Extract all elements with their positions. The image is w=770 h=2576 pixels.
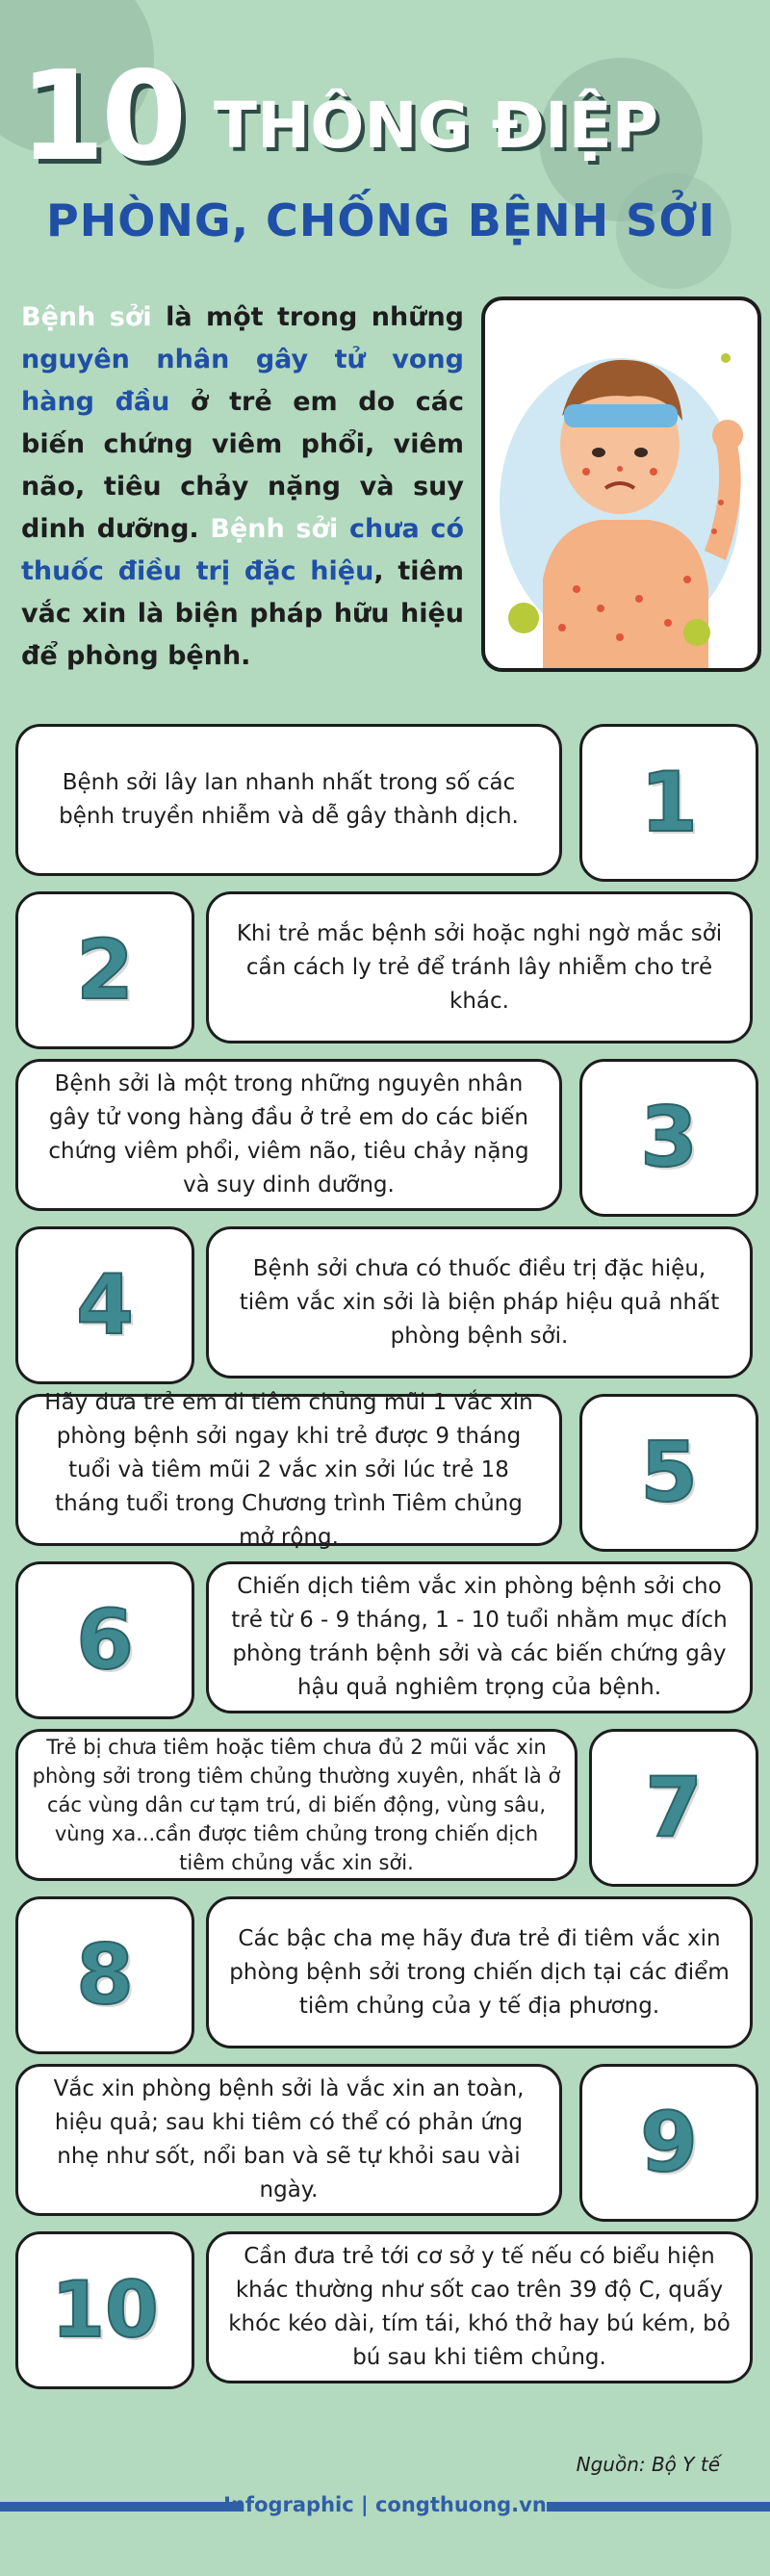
number-box-3 bbox=[579, 1059, 758, 1217]
footer-brand: Infographic | congthuong.vn bbox=[223, 2493, 547, 2516]
intro-highlight: chưa có thuốc điều trị đặc hiệu bbox=[21, 514, 464, 586]
source-credit: Nguồn: Bộ Y tế bbox=[576, 2453, 720, 2476]
message-box-5 bbox=[15, 1389, 562, 1550]
message-text: Bệnh sởi chưa có thuốc điều trị đặc hiệu, tiêm vắc xin sởi là biện pháp hiệu quả nhất phòng bệnh sởi. bbox=[239, 1255, 720, 1349]
message-text: Khi trẻ mắc bệnh sởi hoặc nghi ngờ mắc sởi cần cách ly trẻ để tránh lây nhiễm cho trẻ khác. bbox=[236, 920, 723, 1014]
number-box-6 bbox=[15, 1561, 194, 1719]
message-number: 9 bbox=[640, 2095, 698, 2191]
message-number: 8 bbox=[76, 1927, 134, 2023]
message-text: Trẻ bị chưa tiêm hoặc tiêm chưa đủ 2 mũi vắc xin phòng sởi trong tiêm chủng thường xuyên, nhất là ở các vùng dân cư tạm trú, di biến động, vùng sâu, vùng xa...cần được tiêm chủng trong chiến dịch tiêm chủng vắc xin sởi. bbox=[32, 1736, 561, 1874]
message-text: Hãy đưa trẻ em đi tiêm chủng mũi 1 vắc xin phòng bệnh sởi ngay khi trẻ được 9 tháng tuổi và tiêm mũi 2 vắc xin sởi lúc trẻ 18 tháng tuổi trong Chương trình Tiêm chủng mở rộng. bbox=[44, 1389, 533, 1550]
page-subtitle: PHÒNG, CHỐNG BỆNH SỞI bbox=[46, 194, 716, 246]
message-box-2 bbox=[206, 891, 753, 1043]
message-number: 6 bbox=[76, 1592, 134, 1688]
message-text: Bệnh sởi là một trong những nguyên nhân gây tử vong hàng đầu ở trẻ em do các biến chứng viêm phổi, viêm não, tiêu chảy nặng và suy dinh dưỡng. bbox=[48, 1071, 529, 1198]
number-box-10 bbox=[15, 2231, 194, 2389]
message-number: 5 bbox=[640, 1425, 698, 1521]
intro-highlight: nguyên nhân gây tử vong hàng đầu bbox=[21, 345, 464, 417]
sick-child-illustration bbox=[481, 296, 761, 672]
message-box-10 bbox=[206, 2231, 753, 2383]
number-box-8 bbox=[15, 1896, 194, 2054]
intro-highlight: Bệnh sởi bbox=[210, 514, 339, 544]
message-box-8 bbox=[206, 1896, 753, 2048]
intro-text: ở trẻ em do các biến chứng viêm phổi, viêm não, tiêu chảy nặng và suy dinh dưỡng. bbox=[21, 387, 464, 544]
message-box-7 bbox=[15, 1729, 578, 1881]
number-box-2 bbox=[15, 891, 194, 1049]
message-number: 2 bbox=[76, 922, 134, 1018]
message-number: 7 bbox=[645, 1760, 703, 1856]
title-number: 10 bbox=[19, 45, 184, 189]
message-text: Chiến dịch tiêm vắc xin phòng bệnh sởi cho trẻ từ 6 - 9 tháng, 1 - 10 tuổi nhằm mục đích phòng tránh bệnh sởi và các biến chứng gây hậu quả nghiêm trọng của bệnh. bbox=[231, 1574, 728, 1700]
message-box-9 bbox=[15, 2064, 562, 2216]
message-box-1 bbox=[15, 724, 562, 876]
message-number: 3 bbox=[640, 1090, 698, 1186]
page-title: THÔNG ĐIỆP bbox=[214, 89, 659, 163]
message-text: Bệnh sởi lây lan nhanh nhất trong số các bệnh truyền nhiễm và dễ gây thành dịch. bbox=[59, 770, 519, 829]
message-box-3 bbox=[15, 1059, 562, 1211]
message-text: Cần đưa trẻ tới cơ sở y tế nếu có biểu hiện khác thường như sốt cao trên 39 độ C, quấy khóc kéo dài, tím tái, khó thở hay bú kém, bỏ bú sau khi tiêm chủng. bbox=[228, 2244, 731, 2370]
number-box-4 bbox=[15, 1226, 194, 1384]
message-number: 10 bbox=[51, 2265, 159, 2355]
message-box-6 bbox=[206, 1561, 753, 1713]
intro-text bbox=[338, 514, 349, 544]
message-number: 4 bbox=[76, 1257, 134, 1353]
message-number: 1 bbox=[640, 755, 698, 851]
number-box-5 bbox=[579, 1394, 758, 1552]
message-box-4 bbox=[206, 1226, 753, 1378]
message-text: Vắc xin phòng bệnh sởi là vắc xin an toàn, hiệu quả; sau khi tiêm có thể có phản ứng nhẹ như sốt, nổi ban và sẽ tự khỏi sau vài ngày. bbox=[53, 2076, 525, 2202]
intro-text: là một trong những bbox=[151, 302, 464, 332]
number-box-1 bbox=[579, 724, 758, 882]
number-box-7 bbox=[589, 1729, 758, 1887]
intro-paragraph bbox=[21, 296, 464, 678]
sick-child-icon bbox=[485, 300, 757, 668]
intro-highlight: Bệnh sởi bbox=[21, 302, 152, 332]
intro-text: , tiêm vắc xin là biện pháp hữu hiệu để phòng bệnh. bbox=[21, 556, 464, 671]
number-box-9 bbox=[579, 2064, 758, 2222]
message-text: Các bậc cha mẹ hãy đưa trẻ đi tiêm vắc xin phòng bệnh sởi trong chiến dịch tại các điểm tiêm chủng của y tế địa phương. bbox=[229, 1925, 730, 2019]
